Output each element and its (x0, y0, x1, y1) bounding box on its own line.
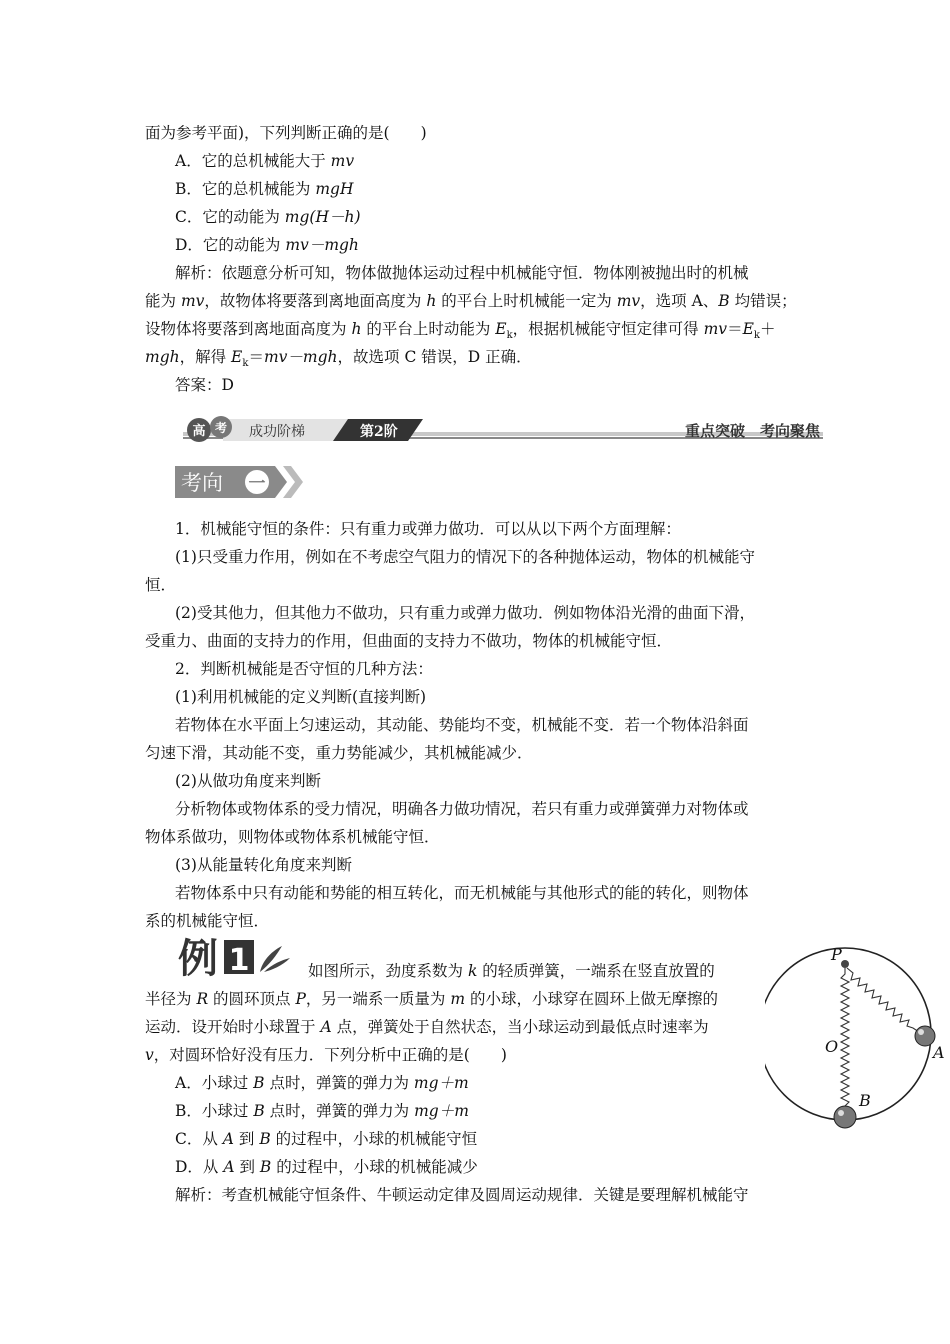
body-line: (1)只受重力作用，例如在不考虑空气阻力的情况下的各种抛体运动，物体的机械能守 (175, 548, 755, 566)
body-line: 2．判断机械能是否守恒的几种方法： (175, 660, 433, 678)
label-p: P (831, 945, 842, 964)
body-line: 分析物体或物体系的受力情况，明确各力做功情况，若只有重力或弹簧弹力对物体或 (175, 800, 749, 818)
spring-vertical (841, 968, 849, 1110)
pivot-p (841, 960, 849, 968)
body-line: (2)从做功角度来判断 (175, 772, 321, 790)
ball-a (915, 1026, 935, 1046)
spring-diagonal (847, 968, 919, 1032)
body-line: 受重力、曲面的支持力的作用，但曲面的支持力不做功，物体的机械能守恒． (145, 632, 673, 650)
example-option-d: D．从 A 到 B 的过程中，小球的机械能减少 (175, 1158, 478, 1176)
kaoxiang-tag (175, 462, 310, 502)
kaoxiang-label: 考向 (181, 471, 223, 495)
example-marker (178, 932, 296, 978)
analysis-line: mgh，解得 $E_k=mv-mgh$，故选项 C 错误，D 正确． (145, 348, 532, 370)
example-line: 如图所示，劲度系数为 k 的轻质弹簧，一端系在竖直放置的 (308, 962, 715, 980)
label-o: O (825, 1037, 839, 1056)
option-b: B．它的总机械能为 mgH (175, 180, 354, 198)
body-line: (3)从能量转化角度来判断 (175, 856, 352, 874)
banner-kao: 考 (214, 421, 228, 435)
body-line: 1．机械能守恒的条件：只有重力或弹力做功．可以从以下两个方面理解： (175, 520, 681, 538)
option-c: C．它的动能为 mg(H－h) (175, 208, 361, 226)
example-line: 运动．设开始时小球置于 A 点，弹簧处于自然状态，当小球运动到最低点时速率为 (145, 1018, 709, 1036)
example-line: 半径为 R 的圆环顶点 P，另一端系一质量为 m 的小球，小球穿在圆环上做无摩擦的 (145, 990, 718, 1008)
banner-ladder: 成功阶梯 (249, 424, 305, 440)
question-stem: 面为参考平面)，下列判断正确的是( ) (145, 124, 427, 142)
body-line: 若物体在水平面上匀速运动，其动能、势能均不变，机械能不变．若一个物体沿斜面 (175, 716, 749, 734)
example-number: 1 (228, 943, 250, 978)
option-a: A．它的总机械能大于 mv (175, 152, 355, 170)
example-li: 例 (178, 936, 218, 978)
body-line: (1)利用机械能的定义判断(直接判断) (175, 688, 427, 706)
body-line: 物体系做功，则物体或物体系机械能守恒． (145, 828, 440, 846)
body-line: 系的机械能守恒． (145, 912, 270, 930)
analysis-line: 设物体将要落到离地面高度为 h 的平台上时动能为 $E_k$，根据机械能守恒定律可得 $mv=E_k+$ (145, 320, 776, 342)
example-option-a: A．小球过 B 点时，弹簧的弹力为 mg＋m (175, 1074, 469, 1092)
section-banner (183, 415, 823, 445)
banner-gao: 高 (192, 424, 206, 439)
example-option-c: C．从 A 到 B 的过程中，小球的机械能守恒 (175, 1130, 478, 1148)
analysis-line: 能为 mv，故物体将要落到离地面高度为 h 的平台上时机械能一定为 mv，选项 A、B 均错误； (145, 292, 797, 310)
banner-stage: 第2阶 (360, 424, 398, 440)
example-line: v，对圆环恰好没有压力．下列分析中正确的是( ) (145, 1046, 507, 1064)
kaoxiang-number: 一 (248, 474, 266, 494)
body-line: 匀速下滑，其动能不变，重力势能减少，其机械能减少． (145, 744, 533, 762)
ball-b (834, 1106, 856, 1128)
analysis-line: 解析：依题意分析可知，物体做抛体运动过程中机械能守恒．物体刚被抛出时的机械 (175, 264, 749, 282)
label-a: A (933, 1043, 945, 1062)
example-option-b: B．小球过 B 点时，弹簧的弹力为 mg＋m (175, 1102, 469, 1120)
body-line: (2)受其他力，但其他力不做功，只有重力或弹力做功．例如物体沿光滑的曲面下滑， (175, 604, 755, 622)
example-analysis: 解析：考查机械能守恒条件、牛顿运动定律及圆周运动规律．关键是要理解机械能守 (175, 1186, 749, 1204)
body-line: 若物体系中只有动能和势能的相互转化，而无机械能与其他形式的能的转化，则物体 (175, 884, 749, 902)
label-b: B (859, 1091, 871, 1110)
answer: 答案：D (175, 376, 234, 394)
banner-right: 重点突破 考向聚焦 (684, 422, 820, 440)
body-line: 恒． (145, 576, 177, 594)
circle-spring-figure (765, 940, 950, 1140)
option-d: D．它的动能为 mv－mgh (175, 236, 359, 254)
